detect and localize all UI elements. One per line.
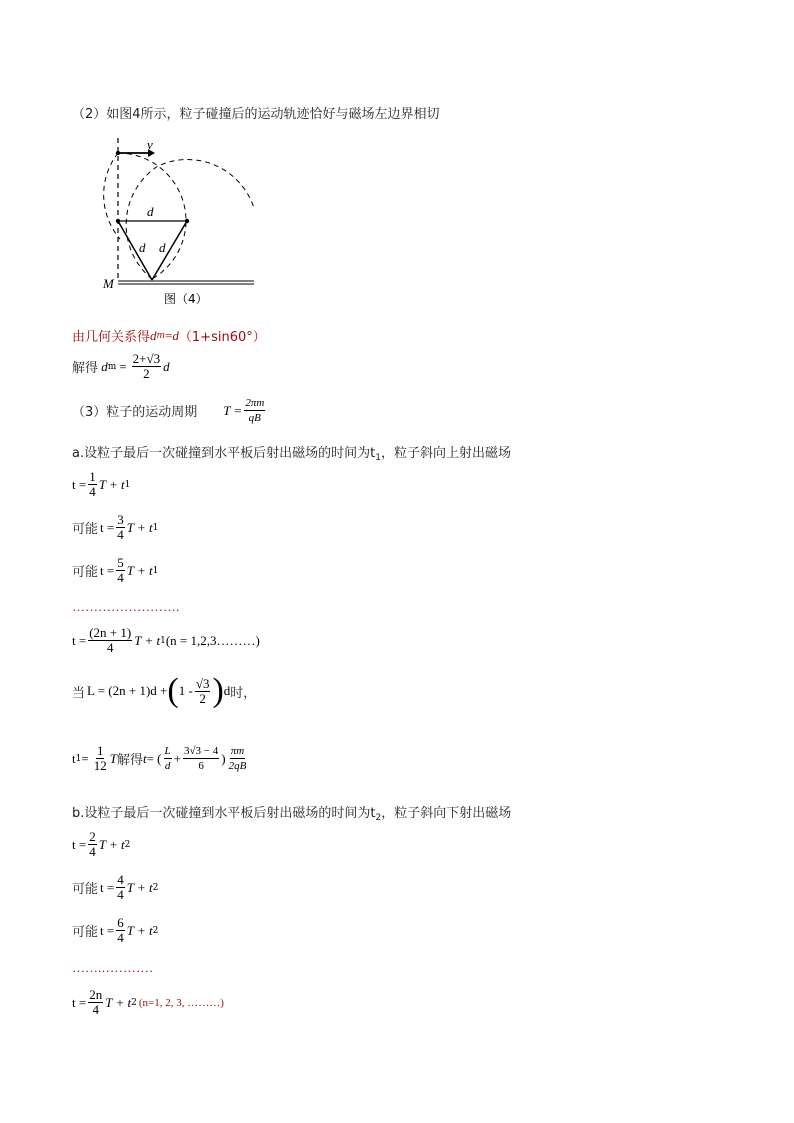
part-a-general: t = $\frac{(2n + 1)}{4}$ T + t 1 (n = 1,2,3………): [72, 625, 260, 655]
part-b-eq-3: 可能 t = $\frac{6}{4}$ T + t 2: [72, 915, 159, 945]
triangle-right-side: [152, 221, 187, 280]
label-M: M: [103, 276, 114, 291]
part-b-eq-2: 可能 t = $\frac{4}{4}$ T + t 2: [72, 872, 159, 902]
part-a-dots: …………………….: [72, 599, 180, 614]
label-d-right: d: [159, 240, 166, 255]
part-a-t1: t 1 = $\frac{1}{12}$ T 解得 t = ( $\frac{L}{d}$ + $\frac{3√3 - 4}{6}$ ) $\frac{\pi m}{2qB}$: [72, 743, 247, 773]
solved-fraction: $\frac{2+√3}{2}$: [132, 351, 161, 381]
period-fraction: $\frac{2\pi m}{qB}$: [245, 397, 265, 424]
section-2-title: （2）如图4所示，粒子碰撞后的运动轨迹恰好与磁场左边界相切: [72, 107, 440, 122]
label-d-left: d: [139, 240, 146, 255]
label-d-top: d: [147, 204, 154, 219]
part-a-when: 当 L = (2n + 1)d + ( 1 - $\frac{√3}{2}$ ) d 时，: [72, 672, 257, 709]
geometry-relation: 由几何关系得 d m = d （1+sin60°）: [72, 327, 266, 345]
solved-dm: 解得 d m = $\frac{2+√3}{2}$ d: [72, 351, 170, 381]
part-b-intro: b.设粒子最后一次碰撞到水平板后射出磁场的时间为$t_2$，粒子斜向下射出磁场: [72, 806, 512, 823]
part-b-dots: …….…………: [72, 960, 154, 975]
part-a-eq-3: 可能 t = $\frac{5}{4}$ T + t 1: [72, 555, 159, 585]
part-a-eq-1: t = $\frac{1}{4}$ T + t 1: [72, 469, 131, 499]
triangle-left-side: [118, 221, 152, 280]
figure-4-diagram: [98, 136, 268, 308]
part-b-eq-1: t = $\frac{2}{4}$ T + t 2: [72, 829, 131, 859]
trajectory-arc-2: [126, 160, 254, 279]
section-3-title: （3）粒子的运动周期 T = $\frac{2\pi m}{qB}$: [72, 397, 265, 424]
part-b-general: t = $\frac{2n}{4}$ T + t 2 (n=1, 2, 3, ………): [72, 987, 224, 1017]
vertex-left: [116, 219, 120, 223]
vertex-right: [185, 219, 189, 223]
part-a-intro: a.设粒子最后一次碰撞到水平板后射出磁场的时间为$t_1$，粒子斜向上射出磁场: [72, 446, 511, 463]
figure-caption: 图（4）: [164, 292, 208, 306]
figure-4: [98, 136, 268, 308]
part-a-eq-2: 可能 t = $\frac{3}{4}$ T + t 1: [72, 512, 159, 542]
label-v: v: [147, 137, 153, 152]
